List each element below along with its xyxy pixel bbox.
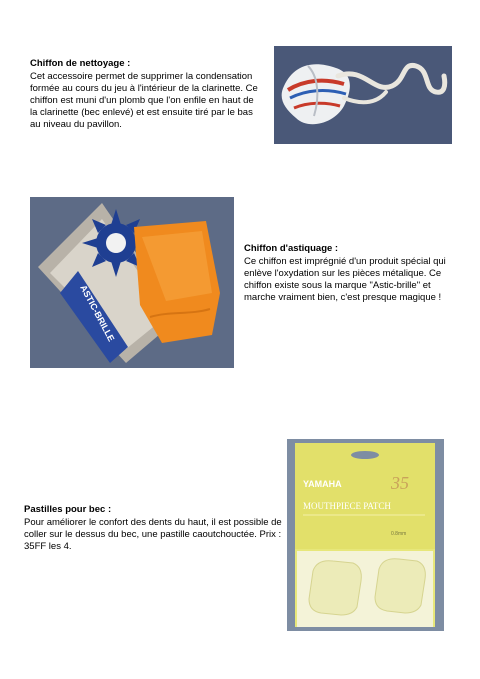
polishing-cloth-image: [30, 197, 234, 368]
mouthpiece-patch-photo: [287, 439, 444, 631]
section-body: Cet accessoire permet de supprimer la condensation formée au cours du jeu à l'intérieur de la clarinette. Ce chiffon est muni d'un plomb que l'on enfile en haut de la clarinette (bec enlevé) et est ensuite tiré par le bas au niveau du pavillon.: [30, 71, 258, 130]
section-title: Chiffon d'astiquage :: [244, 243, 339, 254]
package-brand: YAMAHA: [303, 479, 342, 489]
section-title: Pastilles pour bec :: [24, 504, 112, 515]
section-pastilles-bec: [24, 504, 284, 553]
section-chiffon-nettoyage: [30, 58, 262, 131]
section-body: Pour améliorer le confort des dents du haut, il est possible de coller sur le dessus du bec, une pastille caoutchouctée. Prix : 35FF les 4.: [24, 517, 282, 552]
mouthpiece-patch-image: [287, 439, 444, 631]
section-body: Ce chiffon est imprégnié d'un produit spécial qui enlève l'oxydation sur les pièces métalique. Ce chiffon existe sous la marque "Astic-brille" et marche vraiment bien, c'est presque magique !: [244, 256, 446, 303]
section-chiffon-astiquage: [244, 243, 460, 304]
cleaning-cloth-photo: [274, 46, 452, 144]
section-title: Chiffon de nettoyage :: [30, 58, 131, 69]
polishing-cloth-photo: [30, 197, 234, 368]
cleaning-cloth-image: [274, 46, 452, 144]
package-brand-label: ASTIC-BRILLE: [78, 283, 117, 344]
package-product-name: MOUTHPIECE PATCH: [303, 501, 391, 511]
package-size: 0.8mm: [391, 531, 407, 537]
handwritten-price: 35: [391, 473, 409, 493]
